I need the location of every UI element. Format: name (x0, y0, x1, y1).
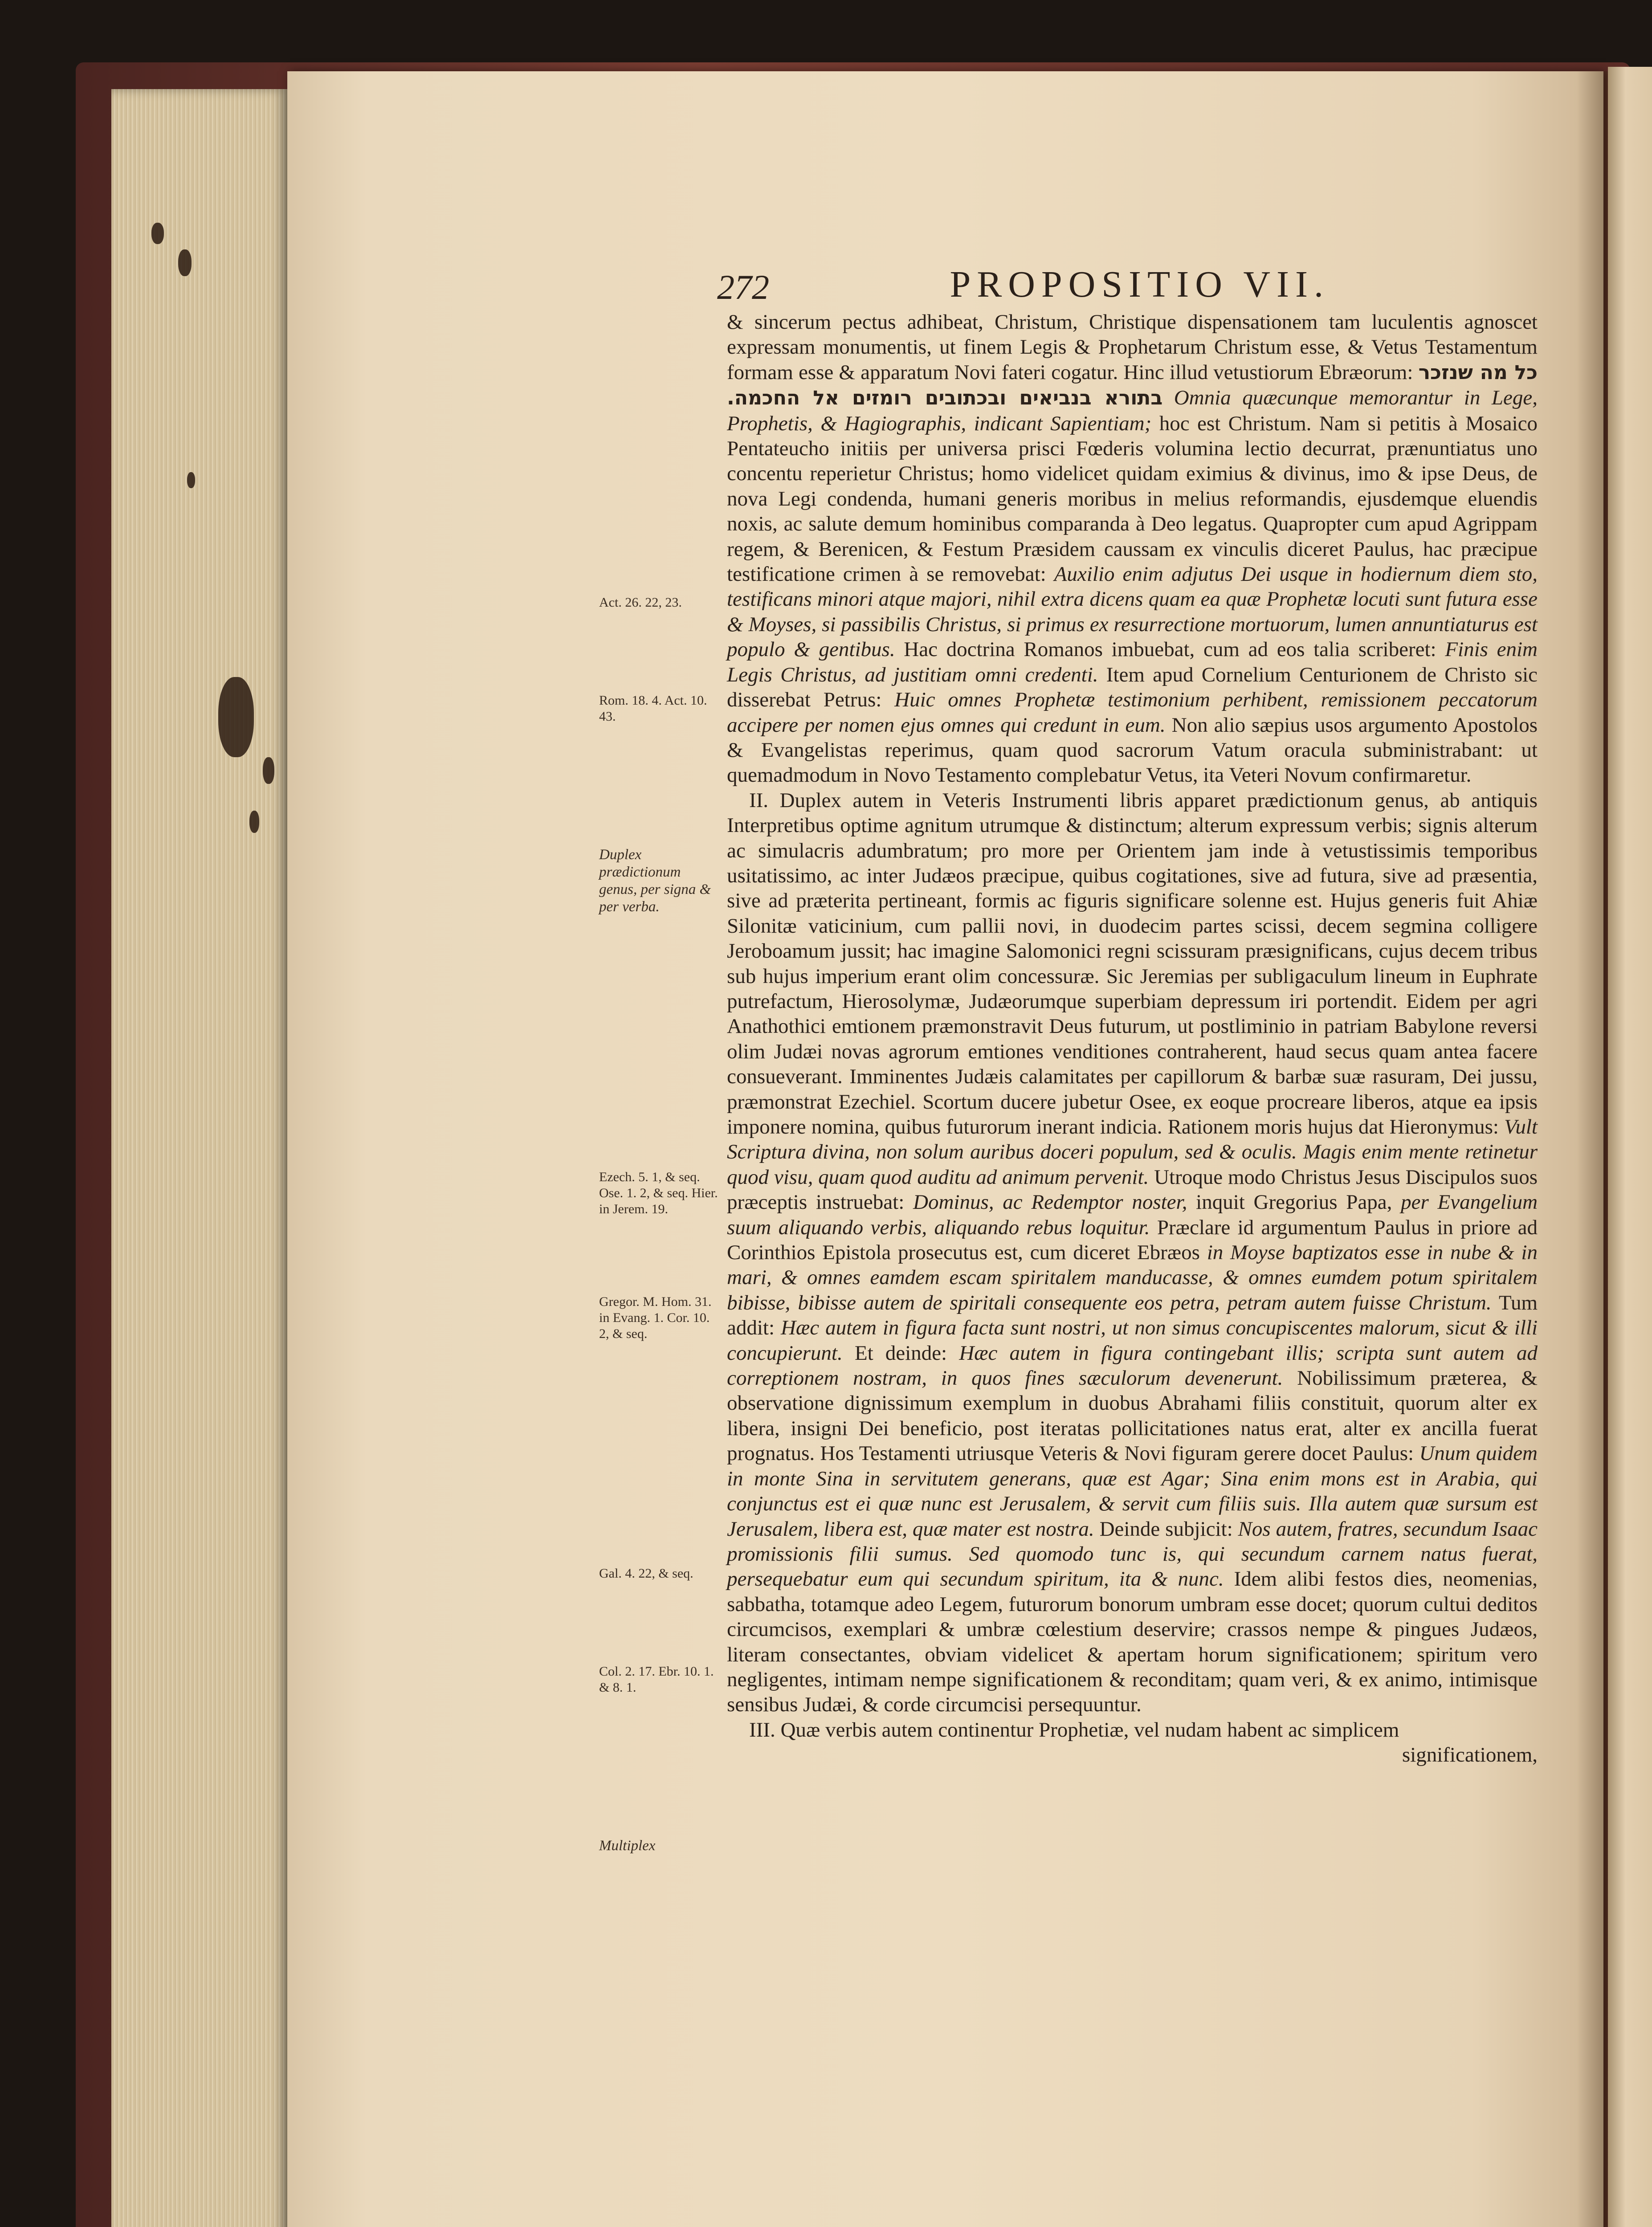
ink-stain (263, 757, 274, 784)
margin-note-ezech: Ezech. 5. 1, & seq. Ose. 1. 2, & seq. Hier. in Jerem. 19. (599, 1170, 718, 1216)
margin-note-acts-26: Act. 26. 22, 23. (599, 595, 682, 610)
ink-stain (249, 811, 259, 833)
running-head (717, 258, 1534, 312)
facing-page-edge (1608, 67, 1652, 2227)
margin-note-gal: Gal. 4. 22, & seq. (599, 1566, 693, 1581)
book-fore-edge (111, 89, 287, 2227)
ink-stain (178, 249, 192, 276)
margin-note-duplex: Duplex prædictionum genus, per signa & per verba. (599, 847, 711, 915)
gutter-shadow (1577, 71, 1612, 2227)
margin-note-multiplex: Multiplex (599, 1838, 656, 1854)
body-text (727, 310, 1538, 1768)
margin-note-rom-acts: Rom. 18. 4. Act. 10. 43. (599, 693, 707, 724)
margin-note-col: Col. 2. 17. Ebr. 10. 1. & 8. 1. (599, 1664, 714, 1695)
margin-note-gregor: Gregor. M. Hom. 31. in Evang. 1. Cor. 10. 2, & seq. (599, 1294, 712, 1341)
ink-stain (151, 223, 164, 244)
paragraph-2: II. Duplex autem in Veteris Instrumenti libris apparet prædictionum genus, ab antiquis Interpretibus optime agnitum utrumque & distinctum; alterum expressum verbis; signis alterum ac simulacris adumbratum; pro more per Orientem jam inde à vetustissimis temporibus usitatissimo, ac inter Judæos præcipue, quibus cogitationes, sive ad futura, sive ad præsentia, sive ad præterita pertineant, formis ac figuris significare solenne est. Hujus generis fuit Ahiæ Silonitæ vaticinium, cum pallii novi, in duodecim partes scissi, decem segmina colligere Jeroboamum jussit; hac imagine Salomonici regni scissuram præsignificans, cujus decem tribus sub hujus imperium erant olim concessuræ. Sic Jeremias per subligaculum lineum in Euphrate putrefactum, Hierosolymæ, Judæorumque superbiam depressum iri portendit. Eidem per agri Anathothici emtionem præmonstravit Deus futurum, ut postliminio in patriam Babylone reversi olim Judæi novas agrorum emtiones venditiones contraherent, haud secus quam antea facere consueverant. Imminentes Judæis calamitates per capillorum & barbæ suæ rasuram, Dei jussu, præmonstrat Ezechiel. Scortum ducere jubetur Osee, ex eoque procreare liberos, atque ea ipsis imponere nomina, quibus futurorum inerant indicia. Rationem moris hujus dat Hieronymus: Vult Scriptura divina, non solum auribus doceri populum, sed & oculis. Magis enim mente retinetur quod visu, quam quod auditu ad animum pervenit. Utroque modo Christus Jesus Discipulos suos præceptis instruebat: Dominus, ac Redemptor noster, inquit Gregorius Papa, per Evangelium suum aliquando verbis, aliquando rebus loquitur. Præclare id argumentum Paulus in priore ad Corinthios Epistola prosecutus est, cum diceret Ebræos in Moyse baptizatos esse in nube & in mari, & omnes eamdem escam spiritalem manducasse, & omnes eumdem potum spiritalem bibisse, bibisse autem de spiritali consequente eos petra, petram autem fuisse Christum. Tum addit: Hæc autem in figura facta sunt nostri, ut non simus concupiscentes malorum, sicut & illi concupierunt. Et deinde: Hæc autem in figura contingebant illis; scripta sunt autem ad correptionem nostram, in quos fines sæculorum devenerunt. Nobilissimum præterea, & observatione dignissimum exemplum in duobus Abrahami filiis constituit, quorum alter ex libera, insigni Dei beneficio, post iteratas pollicitationes natus erat, alter ex ancilla fuerat prognatus. Hos Testamenti utriusque Veteris & Novi figuram gerere docet Paulus: Unum quidem in monte Sina in servitutem generans, quæ est Agar; Sina enim mons est in Arabia, qui conjunctus est ei quæ nunc est Jerusalem, & servit cum filiis suis. Illa autem quæ sursum est Jerusalem, libera est, quæ mater est nostra. Deinde subjicit: Nos autem, fratres, secundum Isaac promissionis filii sumus. Sed quomodo tunc is, qui secundum carnem natus fuerat, persequebatur eum qui secundum spiritum, ita & nunc. Idem alibi festos dies, neomenias, sabbatha, totamque adeo Legem, futurorum bonorum umbram esse docet; quorum cultui deditos circumcisos, exemplari & umbræ cœlestium deservire; crassos nempe & pingues Judæos, literam consectantes, obviam videlicet & apertam horum significationem; spiritum vero negligentes, intimam nempe significationem & reconditam; quam veri, & ex animo, intimisque sensibus Judæi, & corde circumcisi persequuntur. (727, 788, 1538, 1717)
hebrew-quote: כל מה שנזכר בתורא בנביאים ובכתובים רומזים אל החכמה. (727, 361, 1538, 410)
ink-stain (218, 677, 254, 757)
catchword-line: significationem, (1402, 1743, 1538, 1767)
ink-stain (187, 472, 195, 488)
page-number: 272 (717, 268, 769, 306)
paragraph-3: III. Quæ verbis autem continentur Prophetiæ, vel nudam habent ac simplicem (749, 1718, 1399, 1742)
page-header-title: PROPOSITIO VII. (950, 264, 1330, 305)
paragraph-1: & sincerum pectus adhibeat, Christum, Christique dispensationem tam luculentis agnoscet expressam monumentis, ut finem Legis & Prophetarum Christum esse, & Vetus Testamentum formam esse & apparatum Novi fateri cogatur. Hinc illud vetustiorum Ebræorum: כל מה שנזכר בתורא בנביאים ובכתובים רומזים אל החכמה. Omnia quæcunque memorantur in Lege, Prophetis, & Hagiographis, indicant Sapientiam; hoc est Christum. Nam si petitis à Mosaico Pentateucho initiis per universa prisci Fœderis volumina lectio decurrat, prænuntiatus uno concentu reperietur Christus; homo videlicet quidam eximius & divinus, imo & ipse Deus, de nova Legi condenda, humani generis moribus in melius reformandis, ejusdemque eluendis noxis, ac salute demum hominibus comparanda à Deo legatus. Quapropter cum apud Agrippam regem, & Berenicen, & Festum Præsidem caussam ex vinculis diceret Paulus, hac præcipue testificatione crimen à se removebat: Auxilio enim adjutus Dei usque in hodiernum diem sto, testificans minori atque majori, nihil extra dicens quam ea quæ Prophetæ locuti sunt futura esse & Moyses, si passibilis Christus, si primus ex resurrectione mortuorum, lumen annuntiaturus est populo & gentibus. Hac doctrina Romanos imbuebat, cum ad eos talia scriberet: Finis enim Legis Christus, ad justitiam omni credenti. Item apud Cornelium Centurionem de Christo sic disserebat Petrus: Huic omnes Prophetæ testimonium perhibent, remissionem peccatorum accipere per nomen ejus omnes qui credunt in eum. Non alio sæpius usos argumento Apostolos & Evangelistas reperimus, quam quod sacrorum Vatum oracula subministrabant: ut quemadmodum in Novo Testamento complebatur Vetus, ita Veteri Novum confirmaretur. (727, 310, 1538, 787)
